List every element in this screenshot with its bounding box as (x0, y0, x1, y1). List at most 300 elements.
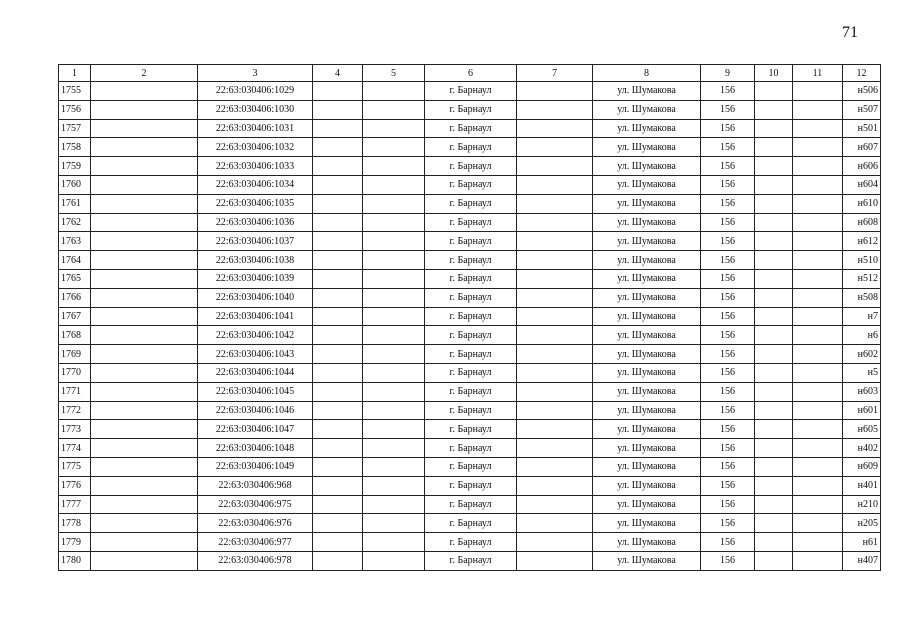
table-cell-col-11 (793, 213, 843, 232)
table-row (59, 495, 881, 514)
table-cell-col-5 (363, 382, 425, 401)
table-cell-col-8: ул. Шумакова (593, 251, 701, 270)
table-cell-col-4 (313, 533, 363, 552)
table-row (59, 401, 881, 420)
table-cell-col-9: 156 (701, 551, 755, 570)
table-row (59, 175, 881, 194)
table-cell-col-8: ул. Шумакова (593, 439, 701, 458)
table-cell-col-2 (91, 138, 198, 157)
table-row (59, 476, 881, 495)
table-cell-col-11 (793, 420, 843, 439)
table-cell-col-8: ул. Шумакова (593, 551, 701, 570)
table-cell-col-11 (793, 401, 843, 420)
table-cell-col-5 (363, 363, 425, 382)
table-cell-col-7 (517, 288, 593, 307)
table-cell-col-8: ул. Шумакова (593, 232, 701, 251)
table-cell-col-3: 22:63:030406:1034 (198, 175, 313, 194)
table-cell-col-11 (793, 345, 843, 364)
table-cell-col-12: н501 (843, 119, 881, 138)
table-cell-col-7 (517, 269, 593, 288)
table-cell-col-6: г. Барнаул (425, 82, 517, 101)
table-cell-col-6: г. Барнаул (425, 401, 517, 420)
table-cell-col-1: 1778 (59, 514, 91, 533)
table-cell-col-4 (313, 288, 363, 307)
table-cell-col-1: 1757 (59, 119, 91, 138)
table-cell-col-10 (755, 269, 793, 288)
column-header-12: 12 (843, 65, 881, 82)
table-cell-col-5 (363, 420, 425, 439)
table-cell-col-7 (517, 457, 593, 476)
table-cell-col-12: н609 (843, 457, 881, 476)
table-row (59, 363, 881, 382)
table-cell-col-9: 156 (701, 194, 755, 213)
table-cell-col-5 (363, 514, 425, 533)
table-cell-col-9: 156 (701, 533, 755, 552)
column-header-3: 3 (198, 65, 313, 82)
column-header-8: 8 (593, 65, 701, 82)
table-cell-col-9: 156 (701, 307, 755, 326)
table-cell-col-1: 1772 (59, 401, 91, 420)
table-cell-col-6: г. Барнаул (425, 138, 517, 157)
table-cell-col-6: г. Барнаул (425, 326, 517, 345)
table-cell-col-7 (517, 401, 593, 420)
table-cell-col-6: г. Барнаул (425, 457, 517, 476)
table-cell-col-6: г. Барнаул (425, 533, 517, 552)
table-cell-col-10 (755, 420, 793, 439)
table-cell-col-10 (755, 119, 793, 138)
table-cell-col-2 (91, 476, 198, 495)
table-cell-col-8: ул. Шумакова (593, 288, 701, 307)
column-header-4: 4 (313, 65, 363, 82)
table-cell-col-5 (363, 157, 425, 176)
table-cell-col-4 (313, 345, 363, 364)
table-cell-col-11 (793, 363, 843, 382)
table-cell-col-3: 22:63:030406:968 (198, 476, 313, 495)
table-cell-col-12: н210 (843, 495, 881, 514)
table-cell-col-4 (313, 138, 363, 157)
table-cell-col-2 (91, 194, 198, 213)
table-cell-col-11 (793, 307, 843, 326)
table-cell-col-7 (517, 82, 593, 101)
table-cell-col-2 (91, 382, 198, 401)
table-cell-col-9: 156 (701, 288, 755, 307)
table-cell-col-1: 1768 (59, 326, 91, 345)
table-cell-col-7 (517, 420, 593, 439)
table-cell-col-2 (91, 251, 198, 270)
table-cell-col-6: г. Барнаул (425, 269, 517, 288)
table-cell-col-10 (755, 533, 793, 552)
table-cell-col-4 (313, 476, 363, 495)
table-cell-col-11 (793, 495, 843, 514)
registry-table (58, 64, 881, 571)
table-cell-col-10 (755, 345, 793, 364)
table-cell-col-10 (755, 194, 793, 213)
table-cell-col-9: 156 (701, 232, 755, 251)
table-cell-col-3: 22:63:030406:1044 (198, 363, 313, 382)
table-cell-col-11 (793, 382, 843, 401)
table-cell-col-2 (91, 363, 198, 382)
table-cell-col-6: г. Барнаул (425, 213, 517, 232)
table-cell-col-2 (91, 457, 198, 476)
table-cell-col-8: ул. Шумакова (593, 326, 701, 345)
table-cell-col-4 (313, 382, 363, 401)
table-cell-col-11 (793, 119, 843, 138)
table-cell-col-1: 1780 (59, 551, 91, 570)
table-cell-col-11 (793, 457, 843, 476)
table-cell-col-10 (755, 288, 793, 307)
column-header-2: 2 (91, 65, 198, 82)
table-cell-col-11 (793, 551, 843, 570)
table-cell-col-8: ул. Шумакова (593, 401, 701, 420)
table-row (59, 269, 881, 288)
table-cell-col-6: г. Барнаул (425, 363, 517, 382)
table-cell-col-9: 156 (701, 514, 755, 533)
table-cell-col-4 (313, 119, 363, 138)
table-cell-col-12: н604 (843, 175, 881, 194)
table-cell-col-9: 156 (701, 213, 755, 232)
table-row (59, 82, 881, 101)
table-cell-col-1: 1767 (59, 307, 91, 326)
table-cell-col-1: 1755 (59, 82, 91, 101)
table-cell-col-4 (313, 439, 363, 458)
table-cell-col-3: 22:63:030406:1042 (198, 326, 313, 345)
table-cell-col-8: ул. Шумакова (593, 194, 701, 213)
table-cell-col-2 (91, 269, 198, 288)
header-row (59, 65, 881, 82)
page-number: 71 (842, 24, 858, 41)
table-row (59, 326, 881, 345)
table-cell-col-12: н610 (843, 194, 881, 213)
table-cell-col-7 (517, 439, 593, 458)
table-cell-col-6: г. Барнаул (425, 382, 517, 401)
table-row (59, 251, 881, 270)
table-cell-col-1: 1779 (59, 533, 91, 552)
table-cell-col-7 (517, 100, 593, 119)
column-header-5: 5 (363, 65, 425, 82)
table-cell-col-12: н606 (843, 157, 881, 176)
table-cell-col-9: 156 (701, 495, 755, 514)
table-cell-col-3: 22:63:030406:1037 (198, 232, 313, 251)
table-cell-col-8: ул. Шумакова (593, 82, 701, 101)
table-cell-col-3: 22:63:030406:1035 (198, 194, 313, 213)
table-cell-col-10 (755, 175, 793, 194)
table-body (59, 82, 881, 571)
table-cell-col-7 (517, 194, 593, 213)
table-cell-col-11 (793, 514, 843, 533)
table-cell-col-6: г. Барнаул (425, 420, 517, 439)
table-cell-col-3: 22:63:030406:1047 (198, 420, 313, 439)
table-cell-col-7 (517, 551, 593, 570)
table-cell-col-5 (363, 82, 425, 101)
table-cell-col-2 (91, 288, 198, 307)
table-cell-col-12: н605 (843, 420, 881, 439)
table-cell-col-12: н510 (843, 251, 881, 270)
table-cell-col-6: г. Барнаул (425, 288, 517, 307)
table-cell-col-5 (363, 345, 425, 364)
table-cell-col-10 (755, 495, 793, 514)
table-cell-col-9: 156 (701, 457, 755, 476)
column-header-1: 1 (59, 65, 91, 82)
table-cell-col-7 (517, 495, 593, 514)
table-cell-col-10 (755, 457, 793, 476)
table-cell-col-8: ул. Шумакова (593, 533, 701, 552)
table-cell-col-8: ул. Шумакова (593, 307, 701, 326)
table-cell-col-6: г. Барнаул (425, 439, 517, 458)
table-cell-col-10 (755, 251, 793, 270)
table-cell-col-5 (363, 495, 425, 514)
table-cell-col-4 (313, 420, 363, 439)
table-cell-col-10 (755, 326, 793, 345)
table-cell-col-5 (363, 457, 425, 476)
table-cell-col-5 (363, 551, 425, 570)
table-cell-col-2 (91, 213, 198, 232)
table-cell-col-3: 22:63:030406:975 (198, 495, 313, 514)
table-cell-col-7 (517, 119, 593, 138)
table-cell-col-9: 156 (701, 345, 755, 364)
table-cell-col-9: 156 (701, 157, 755, 176)
table-cell-col-4 (313, 514, 363, 533)
table-cell-col-7 (517, 307, 593, 326)
table-cell-col-12: н205 (843, 514, 881, 533)
table-cell-col-2 (91, 551, 198, 570)
table-row (59, 213, 881, 232)
table-cell-col-7 (517, 382, 593, 401)
table-cell-col-12: н5 (843, 363, 881, 382)
table-cell-col-8: ул. Шумакова (593, 157, 701, 176)
table-cell-col-4 (313, 363, 363, 382)
table-cell-col-5 (363, 288, 425, 307)
table-row (59, 514, 881, 533)
table-cell-col-7 (517, 175, 593, 194)
table-cell-col-4 (313, 213, 363, 232)
table-cell-col-1: 1773 (59, 420, 91, 439)
table-cell-col-9: 156 (701, 382, 755, 401)
table-cell-col-3: 22:63:030406:1036 (198, 213, 313, 232)
table-cell-col-4 (313, 157, 363, 176)
table-cell-col-7 (517, 533, 593, 552)
table-cell-col-7 (517, 251, 593, 270)
table-cell-col-7 (517, 345, 593, 364)
table-cell-col-1: 1759 (59, 157, 91, 176)
table-cell-col-10 (755, 439, 793, 458)
table-cell-col-1: 1776 (59, 476, 91, 495)
table-cell-col-10 (755, 100, 793, 119)
table-cell-col-12: н607 (843, 138, 881, 157)
table-cell-col-2 (91, 119, 198, 138)
table-cell-col-3: 22:63:030406:1030 (198, 100, 313, 119)
table-cell-col-9: 156 (701, 420, 755, 439)
table-cell-col-7 (517, 363, 593, 382)
table-cell-col-2 (91, 514, 198, 533)
table-cell-col-9: 156 (701, 100, 755, 119)
table-cell-col-1: 1777 (59, 495, 91, 514)
table-cell-col-3: 22:63:030406:1040 (198, 288, 313, 307)
table-cell-col-9: 156 (701, 326, 755, 345)
table-cell-col-12: н401 (843, 476, 881, 495)
table-cell-col-1: 1771 (59, 382, 91, 401)
table-cell-col-12: н407 (843, 551, 881, 570)
table-cell-col-6: г. Барнаул (425, 100, 517, 119)
table-cell-col-3: 22:63:030406:1031 (198, 119, 313, 138)
table-cell-col-9: 156 (701, 476, 755, 495)
table-cell-col-2 (91, 307, 198, 326)
table-cell-col-3: 22:63:030406:1039 (198, 269, 313, 288)
table-cell-col-6: г. Барнаул (425, 232, 517, 251)
table-cell-col-6: г. Барнаул (425, 119, 517, 138)
table-cell-col-1: 1765 (59, 269, 91, 288)
table-cell-col-3: 22:63:030406:1045 (198, 382, 313, 401)
table-cell-col-2 (91, 420, 198, 439)
table-cell-col-1: 1775 (59, 457, 91, 476)
table-cell-col-11 (793, 476, 843, 495)
table-cell-col-6: г. Барнаул (425, 157, 517, 176)
table-cell-col-5 (363, 100, 425, 119)
table-cell-col-8: ул. Шумакова (593, 100, 701, 119)
table-cell-col-7 (517, 157, 593, 176)
table-cell-col-11 (793, 326, 843, 345)
table-cell-col-2 (91, 533, 198, 552)
table-cell-col-3: 22:63:030406:1038 (198, 251, 313, 270)
table-cell-col-7 (517, 476, 593, 495)
table-cell-col-1: 1774 (59, 439, 91, 458)
table-cell-col-2 (91, 82, 198, 101)
table-cell-col-8: ул. Шумакова (593, 382, 701, 401)
table-cell-col-7 (517, 326, 593, 345)
table-cell-col-12: н6 (843, 326, 881, 345)
table-cell-col-9: 156 (701, 269, 755, 288)
table-cell-col-10 (755, 138, 793, 157)
table-cell-col-12: н608 (843, 213, 881, 232)
table-cell-col-6: г. Барнаул (425, 476, 517, 495)
table-cell-col-11 (793, 439, 843, 458)
table-cell-col-12: н508 (843, 288, 881, 307)
table-cell-col-9: 156 (701, 82, 755, 101)
table-cell-col-4 (313, 401, 363, 420)
table-cell-col-12: н601 (843, 401, 881, 420)
table-row (59, 307, 881, 326)
table-cell-col-11 (793, 251, 843, 270)
table-cell-col-11 (793, 138, 843, 157)
table-cell-col-5 (363, 194, 425, 213)
table-row (59, 157, 881, 176)
table-cell-col-11 (793, 157, 843, 176)
table-cell-col-10 (755, 232, 793, 251)
table-cell-col-8: ул. Шумакова (593, 514, 701, 533)
table-row (59, 551, 881, 570)
table-cell-col-5 (363, 269, 425, 288)
table-cell-col-4 (313, 100, 363, 119)
table-cell-col-11 (793, 100, 843, 119)
column-header-7: 7 (517, 65, 593, 82)
table-cell-col-11 (793, 288, 843, 307)
table-cell-col-1: 1763 (59, 232, 91, 251)
table-cell-col-2 (91, 175, 198, 194)
table-cell-col-1: 1761 (59, 194, 91, 213)
table-cell-col-3: 22:63:030406:1029 (198, 82, 313, 101)
table-cell-col-3: 22:63:030406:1033 (198, 157, 313, 176)
table-cell-col-7 (517, 514, 593, 533)
table-row (59, 533, 881, 552)
table-cell-col-11 (793, 194, 843, 213)
table-cell-col-4 (313, 269, 363, 288)
table-cell-col-8: ул. Шумакова (593, 119, 701, 138)
table-cell-col-11 (793, 533, 843, 552)
table-cell-col-2 (91, 157, 198, 176)
table-cell-col-3: 22:63:030406:1049 (198, 457, 313, 476)
table-cell-col-5 (363, 232, 425, 251)
table-cell-col-10 (755, 476, 793, 495)
table-cell-col-8: ул. Шумакова (593, 213, 701, 232)
table-cell-col-2 (91, 495, 198, 514)
table-cell-col-8: ул. Шумакова (593, 175, 701, 194)
table-cell-col-10 (755, 551, 793, 570)
table-cell-col-1: 1760 (59, 175, 91, 194)
table-cell-col-4 (313, 82, 363, 101)
table-cell-col-3: 22:63:030406:1048 (198, 439, 313, 458)
table-cell-col-10 (755, 363, 793, 382)
table-cell-col-4 (313, 551, 363, 570)
table-cell-col-9: 156 (701, 363, 755, 382)
table-cell-col-7 (517, 213, 593, 232)
table-cell-col-5 (363, 307, 425, 326)
table-row (59, 382, 881, 401)
table-cell-col-3: 22:63:030406:1043 (198, 345, 313, 364)
table-cell-col-12: н506 (843, 82, 881, 101)
table-row (59, 439, 881, 458)
table-cell-col-6: г. Барнаул (425, 175, 517, 194)
table-row (59, 138, 881, 157)
table-row (59, 288, 881, 307)
table-cell-col-4 (313, 326, 363, 345)
table-cell-col-11 (793, 269, 843, 288)
table-cell-col-12: н612 (843, 232, 881, 251)
column-header-10: 10 (755, 65, 793, 82)
column-header-9: 9 (701, 65, 755, 82)
table-row (59, 345, 881, 364)
table-row (59, 232, 881, 251)
table-cell-col-6: г. Барнаул (425, 551, 517, 570)
table-row (59, 420, 881, 439)
table-cell-col-10 (755, 307, 793, 326)
table-cell-col-2 (91, 232, 198, 251)
table-row (59, 457, 881, 476)
table-cell-col-2 (91, 345, 198, 364)
table-cell-col-12: н603 (843, 382, 881, 401)
table-cell-col-4 (313, 251, 363, 270)
table-cell-col-10 (755, 401, 793, 420)
table-cell-col-10 (755, 213, 793, 232)
table-cell-col-10 (755, 82, 793, 101)
table-cell-col-12: н61 (843, 533, 881, 552)
table-cell-col-12: н507 (843, 100, 881, 119)
table-cell-col-6: г. Барнаул (425, 194, 517, 213)
table-cell-col-9: 156 (701, 175, 755, 194)
table-cell-col-10 (755, 514, 793, 533)
table-cell-col-12: н402 (843, 439, 881, 458)
table-cell-col-6: г. Барнаул (425, 514, 517, 533)
table-cell-col-11 (793, 82, 843, 101)
table-cell-col-4 (313, 457, 363, 476)
table-cell-col-3: 22:63:030406:1046 (198, 401, 313, 420)
table-cell-col-2 (91, 326, 198, 345)
column-header-11: 11 (793, 65, 843, 82)
table-cell-col-6: г. Барнаул (425, 307, 517, 326)
table-cell-col-5 (363, 175, 425, 194)
table-cell-col-6: г. Барнаул (425, 345, 517, 364)
table-cell-col-2 (91, 439, 198, 458)
table-cell-col-5 (363, 476, 425, 495)
table-cell-col-9: 156 (701, 138, 755, 157)
